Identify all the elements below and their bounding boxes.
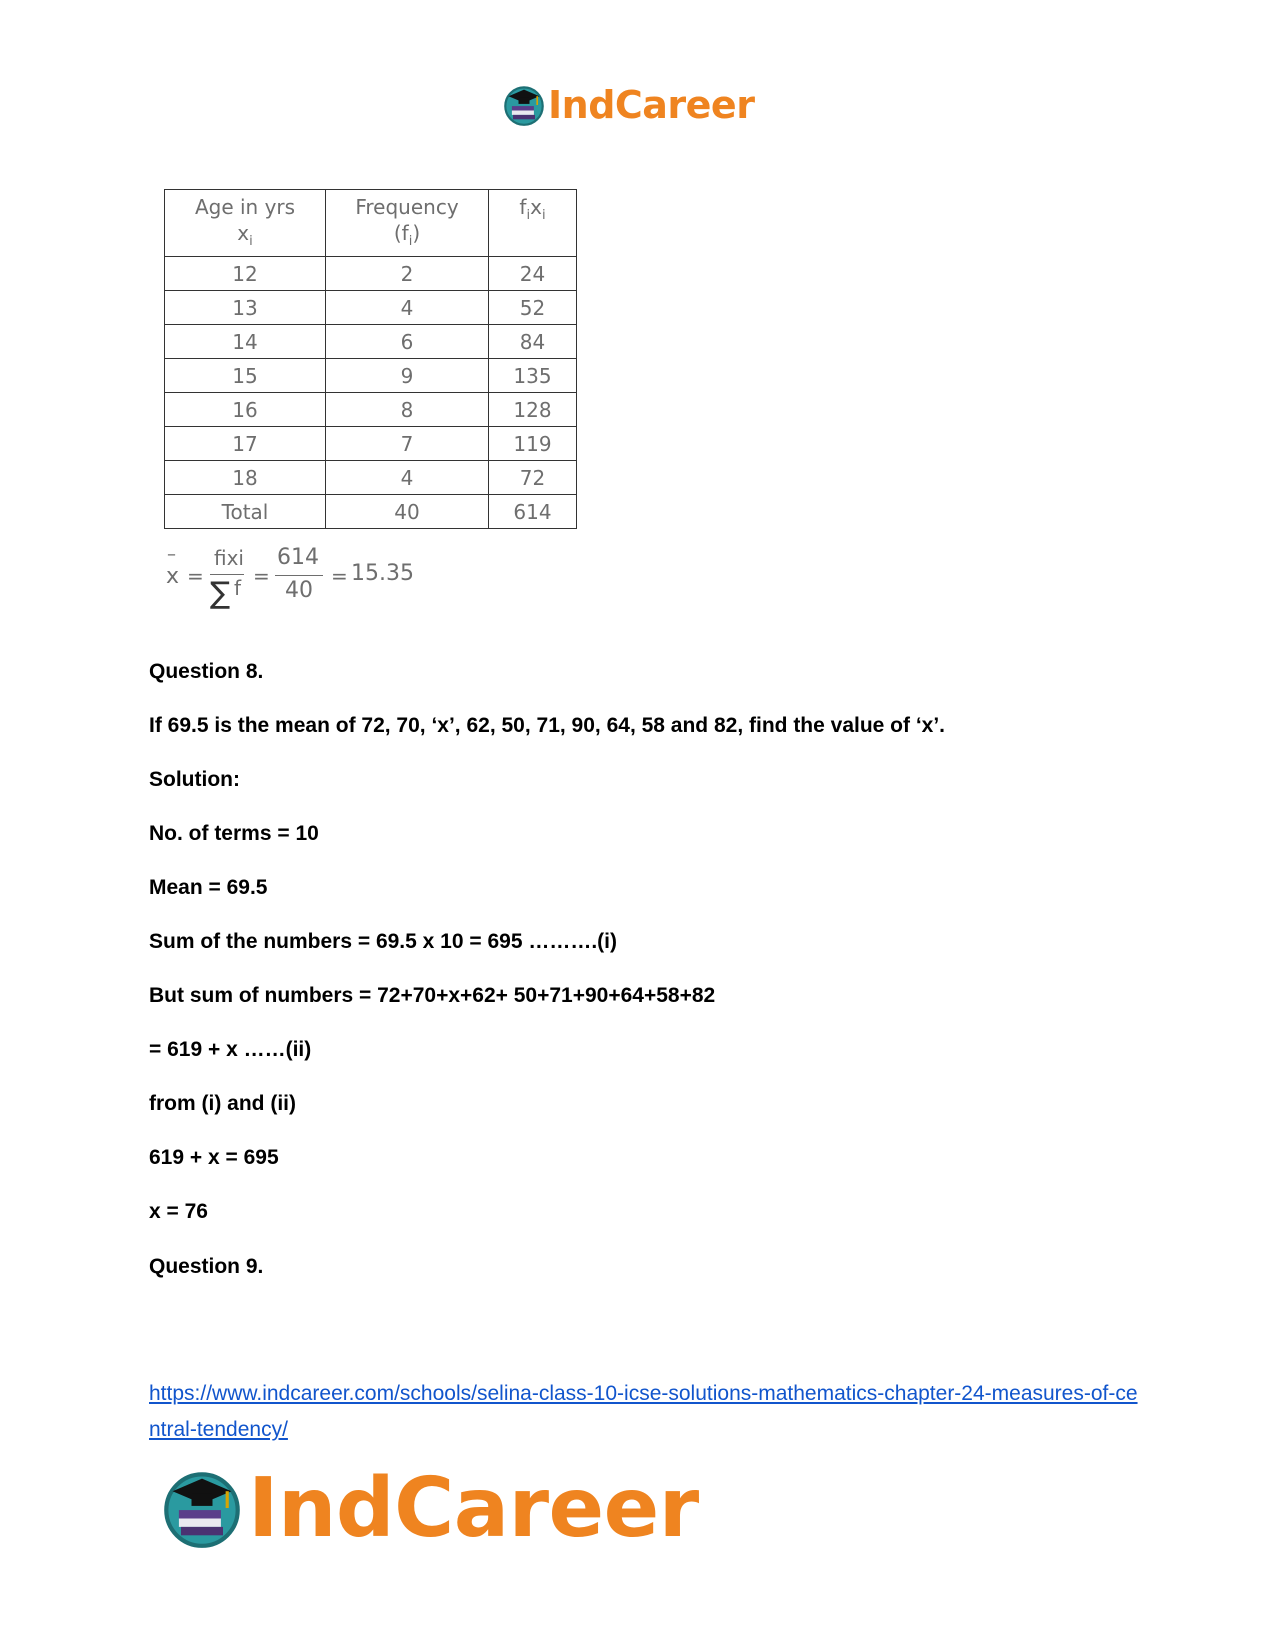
solution-line: Mean = 69.5 (149, 876, 268, 899)
question-9-heading: Question 9. (149, 1255, 264, 1278)
mean-formula: – x = fixi ∑ f = 614 40 = 15.35 (166, 544, 414, 611)
footer-logo (160, 1462, 699, 1554)
header-frequency: Frequency $(f_i)$ (326, 190, 489, 257)
solution-line: from (i) and (ii) (149, 1092, 296, 1115)
table-row: 13 4 52 (165, 291, 577, 325)
solution-heading: Solution: (149, 768, 240, 791)
table-header-row (165, 190, 577, 257)
solution-line: 619 + x = 695 (149, 1146, 279, 1169)
question-8-heading: Question 8. (149, 660, 264, 683)
table-row: 14 6 84 (165, 325, 577, 359)
solution-line: = 619 + x ……(ii) (149, 1038, 312, 1061)
table-row: 12 2 24 (165, 257, 577, 291)
table-row: 15 9 135 (165, 359, 577, 393)
frequency-table (164, 189, 577, 529)
table-row: 16 8 128 (165, 393, 577, 427)
solution-line: No. of terms = 10 (149, 822, 319, 845)
brand-name: IndCareer (248, 1460, 699, 1556)
header-age: Age in yrs $x_i$ (165, 190, 326, 257)
header-fx: $f_ix_i$ (489, 190, 577, 257)
graduation-cap-icon (502, 83, 546, 127)
table-row: 18 4 72 (165, 461, 577, 495)
solution-line: Sum of the numbers = 69.5 x 10 = 695 ……….(i) (149, 930, 617, 953)
solution-line: x = 76 (149, 1200, 208, 1223)
brand-name: IndCareer (548, 83, 755, 127)
question-8-text: If 69.5 is the mean of 72, 70, ‘x’, 62, 50, 71, 90, 64, 58 and 82, find the value of ‘x’. (149, 714, 946, 737)
solution-line: But sum of numbers = 72+70+x+62+ 50+71+90+64+58+82 (149, 984, 716, 1007)
graduation-cap-icon (160, 1466, 244, 1550)
header-logo (502, 80, 754, 130)
table-row: 17 7 119 (165, 427, 577, 461)
source-url-link[interactable]: https://www.indcareer.com/schools/selina-class-10-icse-solutions-mathematics-chapter-24-measures-of-central-tendency/ (149, 1382, 1138, 1441)
table-total-row: Total 40 614 (165, 495, 577, 529)
